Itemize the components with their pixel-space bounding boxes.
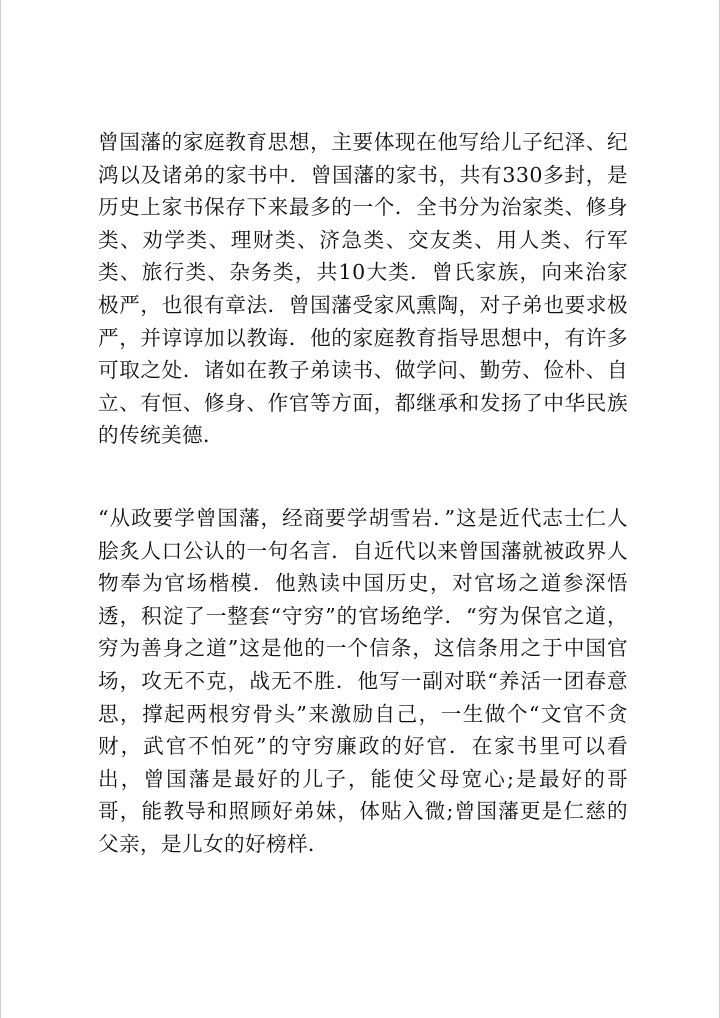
paragraph-family-education: 曾国藩的家庭教育思想，主要体现在他写给儿子纪泽、纪鸿以及诸弟的家书中．曾国藩的家书，共有330多封，是历史上家书保存下来最多的一个．全书分为治家类、修身类、劝学类、理财类、济急类、交友类、用人类、行军类、旅行类、杂务类，共10大类．曾氏家族，向来治家极严，也很有章法．曾国藩受家风熏陶，对子弟也要求极严，并谆谆加以教诲．他的家庭教育指导思想中，有许多可取之处．诸如在教子弟读书、做学问、勤劳、俭朴、自立、有恒、修身、作官等方面，都继承和发扬了中华民族的传统美德．	[98, 130, 628, 448]
paragraph-official-career: “从政要学曾国藩，经商要学胡雪岩．”这是近代志士仁人脍炙人口公认的一句名言．自近代以来曾国藩就被政界人物奉为官场楷模．他熟读中国历史，对官场之道参深悟透，积淀了一整套“守穷”的官场绝学．“穷为保官之道，穷为善身之道”这是他的一个信条，这信条用之于中国官场，攻无不克，战无不胜．他写一副对联“养活一团春意思，撑起两根穷骨头”来激励自己，一生做个“文官不贪财，武官不怕死”的守穷廉政的好官．在家书里可以看出，曾国藩是最好的儿子，能使父母宽心;是最好的哥哥，能教导和照顾好弟妹，体贴入微;曾国藩更是仁慈的父亲，是儿女的好榜样．	[98, 506, 628, 856]
